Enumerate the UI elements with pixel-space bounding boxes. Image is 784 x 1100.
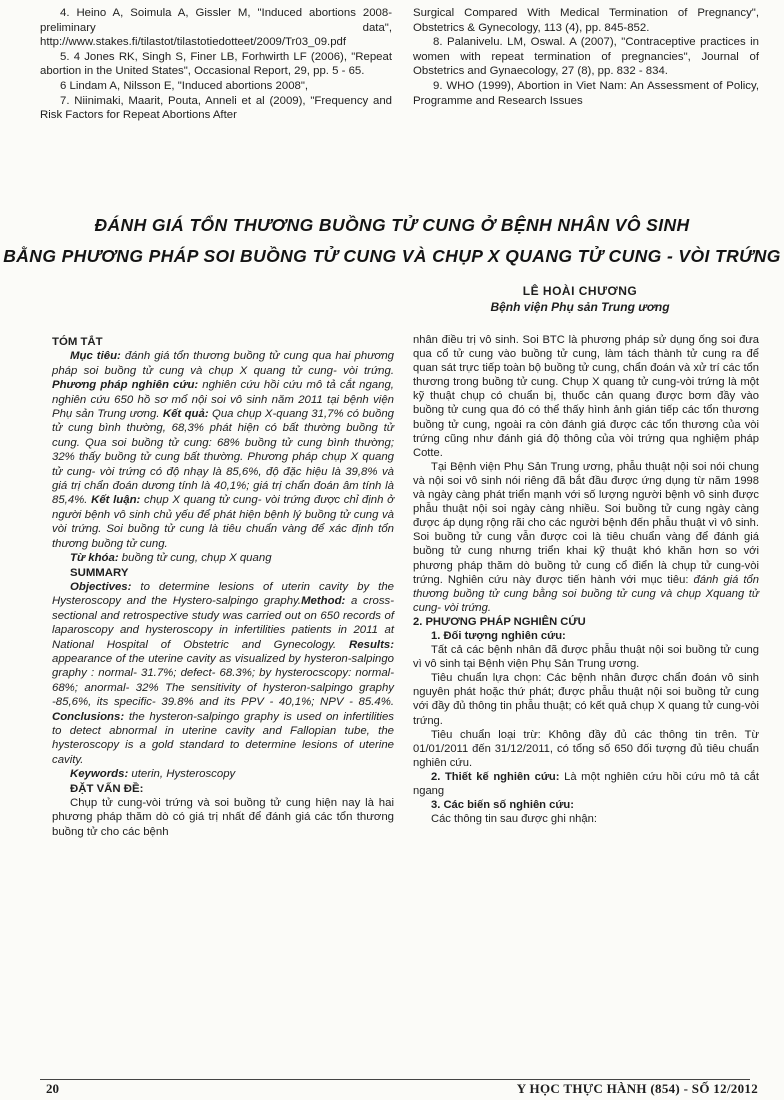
intro-paragraph-1-continued: nhân điều trị vô sinh. Soi BTC là phương pháp sử dụng ống soi đưa qua cổ tử cung vào buồng tử cung, làm tách thành tử cung ra để quan sát trực tiếp toàn bộ buồng tử cung, chẩn đoán và xử trí các tổn thương trong buồng tử cung. Chụp X quang tử cung-vòi trứng là một kỹ thuật chụp có chuẩn bị, thuốc cản quang được bơm đầy vào buồng tử cung qua đó có thể thấy hình ảnh gián tiếp các tổn thương buồng tử cung, ngoài ra còn đánh giá được các tổn thương của vòi trứng cũng như đánh giá độ thông của vòi trứng qua nghiệm pháp Cotte. — [413, 334, 759, 459]
kq-text: Qua chụp X-quang 31,7% có buồng tử cung bình thường, 68,3% phát hiện có bất thường buồng tử cung. Qua soi buồng tử cung: 68% buồng tử cung bình thường; 32% thấy buồng tử cung bất thường. Phương pháp chụp X quang tử cung- vòi trứng có độ nhạy là 85,6%, độ đặc hiệu là 39,8% và giá trị chẩn đoán dương tính là 40,1%; giá trị chẩn đoán âm tính là 85,4%. — [52, 408, 394, 507]
pp-label: Phương pháp nghiên cứu: — [52, 379, 199, 392]
method-text: a cross-sectional and retrospective study was carried out on 650 records of laparoscopy and hysteroscopy in infertilities patients in 2011 at National Hospital of Obstetric and Gynecology. — [52, 595, 394, 651]
article-title — [0, 210, 784, 272]
journal-name: Y HỌC THỰC HÀNH (854) - SỐ 12/2012 — [516, 1081, 758, 1096]
author-name: LÊ HOÀI CHƯƠNG — [522, 284, 638, 298]
tomtat-abstract — [52, 349, 394, 551]
exclusion-criteria: Tiêu chuẩn loại trừ: Không đầy đủ các thông tin trên. Từ 01/01/2011 đến 31/12/2011, có tổng số 650 đối tượng đủ tiêu chuẩn nghiên cứu. — [413, 728, 759, 769]
reference-4: 4. Heino A, Soimula A, Gissler M, "Induced abortions 2008- preliminary data", http://www.stakes.fi/tilastot/tilastotiedotteet/2009/Tr03_09.pdf — [40, 7, 392, 49]
intro-paragraph-1: Chụp tử cung-vòi trứng và soi buồng tử cung hiện nay là hai phương pháp thăm dò có giá trị nhất để đánh giá các tổn thương buồng tử cho các bệnh — [52, 797, 394, 838]
methods-heading: 2. PHƯƠNG PHÁP NGHIÊN CỨU — [413, 615, 586, 628]
muctieu-text: đánh giá tổn thương buồng tử cung qua hai phương pháp soi buồng tử cung và chụp X quang tử cung- vòi trứng. — [52, 350, 394, 377]
title-line-1: ĐÁNH GIÁ TỔN THƯƠNG BUỒNG TỬ CUNG Ở BỆNH NHÂN VÔ SINH — [94, 215, 690, 235]
intro-paragraph-2 — [413, 460, 759, 615]
reference-6: 6 Lindam A, Nilsson E, "Induced abortions 2008", — [60, 79, 309, 92]
conclusions-text: the hysteron-salpingo graphy is used on infertilities to detect abnormal in uterine cavity and Fallopian tube, the hysteroscopy is a gold standard to determine lesions of uterine cavity. — [52, 710, 394, 766]
page-number: 20 — [46, 1081, 59, 1096]
references-left — [40, 6, 392, 123]
reference-9: 9. WHO (1999), Abortion in Viet Nam: An Assessment of Policy, Programme and Research Issues — [413, 79, 759, 107]
inclusion-criteria: Tiêu chuẩn lựa chọn: Các bệnh nhân được chẩn đoán vô sinh nguyên phát hoặc thứ phát; được phẫu thuật nội soi buồng tử cung với đầy đủ thông tin phẫu thuật; có kết quả chụp X quang tử cung-vòi trứng. — [413, 672, 759, 727]
tukhoa-text: buồng tử cung, chụp X quang — [118, 552, 272, 565]
kl-text: chụp X quang tử cung- vòi trứng được chỉ định ở người bệnh vô sinh chủ yếu để phát hiện bệnh lý buồng tử cung và vòi trứng. Soi buồng tử cung là tiêu chuẩn vàng để xác định tổn thương buồng tử cung. — [52, 494, 394, 550]
references-right — [413, 6, 759, 108]
reference-8: 8. Palanivelu. LM, Oswal. A (2007), "Contraceptive practices in women with repeat termination of pregnancies", Journal of Obstetrics and Gynaecology, 27 (8), pp. 832 - 834. — [413, 36, 759, 78]
intro-heading: ĐẶT VẤN ĐỀ: — [70, 782, 144, 795]
variables-text: Các thông tin sau được ghi nhận: — [431, 813, 597, 826]
reference-7: 7. Niinimaki, Maarit, Pouta, Anneli et al (2009), "Frequency and Risk Factors for Repeat Abortions After — [40, 94, 392, 122]
author-affiliation: Bệnh viện Phụ sản Trung ương — [490, 300, 670, 314]
design-text: Là một nghiên cứu hồi cứu mô tả cắt ngang — [413, 770, 759, 797]
intro-paragraph-2-text: Tại Bệnh viện Phụ Sản Trung ương, phẫu thuật nội soi nói chung và nội soi vô sinh nói riêng đã bắt đầu được ứng dụng từ năm 1998 và ngày càng phát triển mạnh với số lượng người bệnh vô sinh được phẫu thuật nội soi ngày càng nhiều. Soi buồng tử cung ngày càng được áp dụng rộng rãi cho các người bệnh đến phẫu thuật vì vô sinh. Soi buồng tử cung vẫn được coi là tiêu chuẩn vàng để đánh giá buồng tử cung nhưng triển khai kỹ thuật khó khăn hơn so với phương pháp thăm dò buồng tử cung cổ điển là chụp tử cung-vòi trứng. Nghiên cứu này được tiến hành với mục tiêu: — [413, 460, 759, 586]
kl-label: Kết luận: — [91, 494, 141, 507]
title-line-2: BẰNG PHƯƠNG PHÁP SOI BUỒNG TỬ CUNG VÀ CHỤP X QUANG TỬ CUNG - VÒI TRỨNG — [3, 246, 781, 266]
results-label: Results: — [349, 638, 394, 651]
keywords-line — [52, 767, 394, 781]
tukhoa-line — [52, 551, 394, 565]
body-left-column — [52, 333, 394, 839]
tukhoa-label: Từ khóa: — [70, 552, 119, 565]
pp-text: nghiên cứu hồi cứu mô tả cắt ngang, nghiên cứu 650 hồ sơ mổ nội soi vô sinh năm 2011 tại bệnh viện Phụ sản Trung ương. — [52, 379, 394, 421]
variables-heading: 3. Các biến số nghiên cứu: — [431, 799, 574, 812]
keywords-label: Keywords: — [70, 768, 129, 781]
objectives-text: to determine lesions of uterin cavity by the Hysteroscopy and the Hystero-salpingo graphy. — [52, 580, 394, 608]
tomtat-heading: TÓM TẮT — [52, 336, 103, 348]
summary-abstract — [52, 580, 394, 767]
reference-5: 5. 4 Jones RK, Singh S, Finer LB, Forhwirth LF (2006), "Repeat abortion in the United States", Occasional Report, 29, pp. 5 - 65. — [40, 50, 392, 78]
method-label: Method: — [301, 595, 346, 608]
summary-heading: SUMMARY — [70, 566, 129, 579]
design-heading: 2. Thiết kế nghiên cứu: — [431, 770, 560, 783]
conclusions-label: Conclusions: — [52, 710, 125, 723]
footer-rule — [40, 1079, 750, 1080]
body-right-column — [413, 333, 759, 826]
subjects-heading: 1. Đối tượng nghiên cứu: — [431, 629, 566, 642]
keywords-text: uterin, Hysteroscopy — [128, 768, 236, 781]
study-objective: đánh giá tổn thương buồng tử cung bằng soi buồng tử cung và chụp Xquang tử cung- vòi trứng. — [413, 573, 759, 614]
kq-label: Kết quả: — [162, 408, 209, 421]
author-block — [430, 283, 730, 315]
muctieu-label: Mục tiêu: — [70, 350, 121, 363]
design-line — [413, 770, 759, 798]
objectives-label: Objectives: — [70, 580, 132, 593]
results-text: appearance of the uterine cavity as visualized by hysteron-salpingo graphy : normal- 31.7%; defect- 68.3%; by hysterocscopy: normal- 68%; anormal- 32% The sensitivity of hysteron-salpingo graphy -85,6%, its specific- 39.8% and its PPV - 40,1%; NPV - 85.4%. — [52, 652, 394, 709]
subjects-text: Tất cả các bệnh nhân đã được phẫu thuật nội soi buồng tử cung vì vô sinh tại Bệnh viện Phụ Sản Trung ương. — [413, 644, 759, 671]
reference-7-continued: Surgical Compared With Medical Termination of Pregnancy", Obstetrics & Gynecology, 113 (4), pp. 845-852. — [413, 7, 759, 34]
